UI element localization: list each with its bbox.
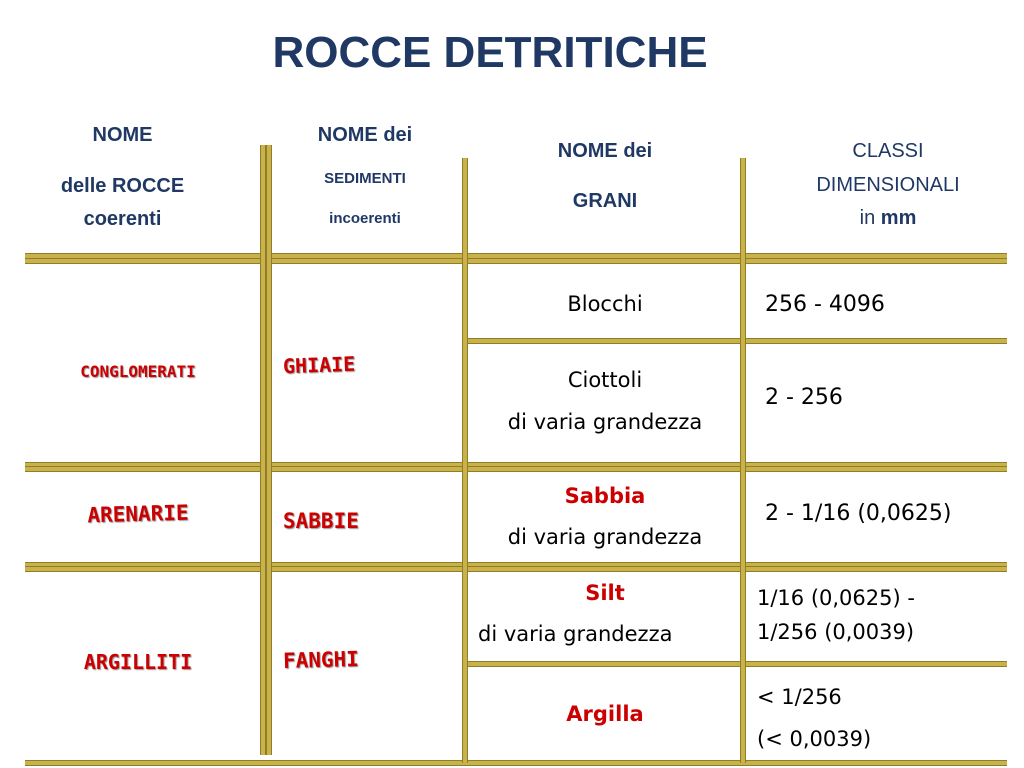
rock-conglomerati: CONGLOMERATI bbox=[80, 362, 196, 381]
rock-argilliti: ARGILLITI bbox=[83, 650, 193, 674]
header-col-rock-line1: NOME bbox=[92, 124, 153, 146]
grid-line-row-blocchi bbox=[468, 338, 1007, 344]
size-ciottoli: 2 - 256 bbox=[765, 385, 843, 410]
page-title: ROCCE DETRITICHE bbox=[272, 28, 708, 77]
header-col-rock-line2: delle ROCCE bbox=[60, 175, 185, 197]
grain-silt: Silt bbox=[585, 581, 625, 605]
grid-line-header-bottom-2 bbox=[25, 258, 1007, 264]
sediment-fanghi: FANGHI bbox=[282, 647, 360, 673]
size-sabbia: 2 - 1/16 (0,0625) bbox=[765, 501, 952, 526]
header-col-sediment-line1: NOME dei bbox=[317, 124, 413, 146]
size-silt-line1: 1/16 (0,0625) - bbox=[757, 586, 915, 610]
grid-line-col-3 bbox=[740, 158, 746, 763]
sediment-ghiaie: GHIAIE bbox=[282, 351, 356, 379]
grid-line-row-conglomerati-2 bbox=[25, 466, 1007, 472]
grain-ciottoli: Ciottoli bbox=[567, 368, 643, 392]
grain-silt-subtitle: di varia grandezza bbox=[478, 622, 673, 646]
header-col-size-unit: mm bbox=[880, 207, 917, 229]
size-argilla-line2: (< 0,0039) bbox=[757, 727, 872, 751]
header-col-size-line1: CLASSI bbox=[852, 140, 924, 162]
grain-argilla: Argilla bbox=[566, 702, 644, 726]
size-blocchi: 256 - 4096 bbox=[765, 292, 885, 317]
grain-sabbia: Sabbia bbox=[564, 484, 646, 508]
header-col-size-prefix: in bbox=[859, 207, 876, 229]
size-silt-line2: 1/256 (0,0039) bbox=[757, 620, 915, 644]
header-col-size-line3 bbox=[748, 207, 1024, 230]
header-col-grain-line2: GRANI bbox=[572, 190, 638, 212]
grain-sabbia-subtitle: di varia grandezza bbox=[507, 525, 703, 549]
grain-blocchi: Blocchi bbox=[567, 292, 643, 316]
grid-line-bottom bbox=[25, 760, 1007, 766]
size-argilla-line1: < 1/256 bbox=[757, 685, 842, 709]
header-col-sediment-line2: SEDIMENTI bbox=[324, 170, 406, 187]
rock-arenarie: ARENARIE bbox=[87, 500, 189, 528]
grid-line-row-arenarie-2 bbox=[25, 566, 1007, 572]
header-col-grain-line1: NOME dei bbox=[557, 140, 653, 162]
grain-ciottoli-subtitle: di varia grandezza bbox=[507, 410, 703, 434]
sediment-sabbie: SABBIE bbox=[283, 509, 359, 533]
grid-line-row-silt bbox=[468, 661, 1007, 667]
header-col-size-line2: DIMENSIONALI bbox=[816, 174, 960, 196]
grid-line-col-1b bbox=[266, 145, 272, 755]
header-col-rock-line3: coerenti bbox=[83, 208, 162, 230]
header-col-sediment-line3: incoerenti bbox=[329, 210, 401, 227]
grid-line-col-2 bbox=[462, 158, 468, 763]
